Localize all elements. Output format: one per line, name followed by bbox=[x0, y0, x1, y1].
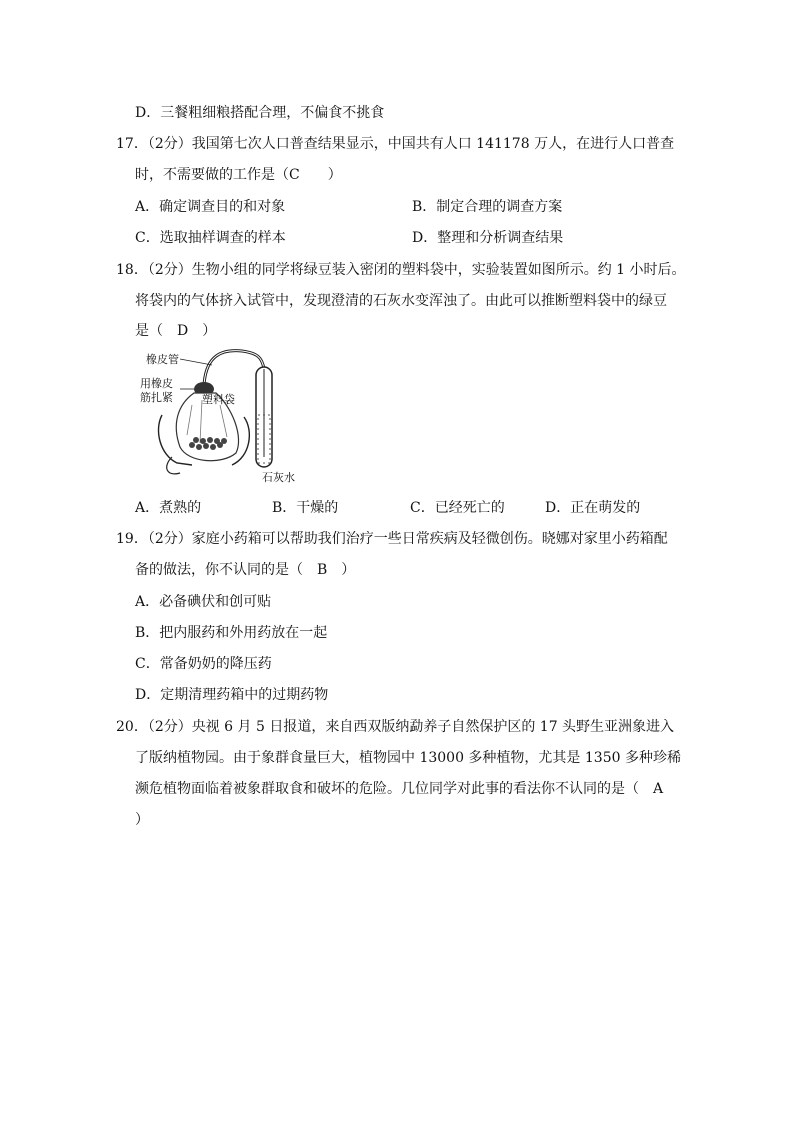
q17-option-d: D．整理和分析调查结果 bbox=[412, 230, 564, 246]
q17-stem-line2: 时，不需要做的工作是（C ） bbox=[135, 167, 342, 183]
q20-stem-line2: 了版纳植物园。由于象群食量巨大，植物园中 13000 多种植物，尤其是 1350 多种珍稀 bbox=[135, 750, 681, 766]
figure-label-band-line1: 用橡皮 bbox=[140, 377, 173, 390]
q20-stem-line3: 濒危植物面临着被象群取食和破坏的危险。几位同学对此事的看法你不认同的是（ A bbox=[135, 781, 664, 797]
q17-option-c: C．选取抽样调查的样本 bbox=[135, 230, 286, 246]
figure-label-rubber-tube: 橡皮管 bbox=[146, 353, 179, 366]
q18-option-b: B．干燥的 bbox=[272, 500, 339, 516]
q19-option-d: D．定期清理药箱中的过期药物 bbox=[135, 687, 329, 703]
q20-stem-line4: ） bbox=[135, 812, 149, 828]
q19-option-b: B．把内服药和外用药放在一起 bbox=[135, 625, 328, 641]
q16-option-d: D．三餐粗细粮搭配合理，不偏食不挑食 bbox=[135, 105, 385, 121]
q19-stem-line2: 备的做法，你不认同的是（ B ） bbox=[135, 562, 356, 578]
q18-option-d: D．正在萌发的 bbox=[545, 500, 641, 516]
q18-stem-line3: 是（ D ） bbox=[135, 323, 217, 339]
experiment-figure bbox=[132, 345, 295, 485]
q19-option-c: C．常备奶奶的降压药 bbox=[135, 656, 272, 672]
q18-option-a: A．煮熟的 bbox=[135, 500, 202, 516]
figure-label-band-line2: 筋扎紧 bbox=[140, 391, 173, 404]
q19-option-a: A．必备碘伏和创可贴 bbox=[135, 594, 272, 610]
figure-label-plastic-bag: 塑料袋 bbox=[202, 393, 235, 406]
q17-stem-line1: 17．（2分）我国第七次人口普查结果显示，中国共有人口 141178 万人，在进行人口普查 bbox=[116, 136, 675, 152]
q18-stem-line2: 将袋内的气体挤入试管中，发现澄清的石灰水变浑浊了。由此可以推断塑料袋中的绿豆 bbox=[135, 293, 667, 309]
q18-stem-line1: 18．（2分）生物小组的同学将绿豆装入密闭的塑料袋中，实验装置如图所示。约 1 小时后。 bbox=[116, 262, 686, 278]
figure-label-lime-water: 石灰水 bbox=[262, 471, 295, 484]
q20-stem-line1: 20．（2分）央视 6 月 5 日报道，来自西双版纳勐养子自然保护区的 17 头野生亚洲象进入 bbox=[116, 719, 675, 735]
q18-option-c: C．已经死亡的 bbox=[410, 500, 505, 516]
q19-stem-line1: 19．（2分）家庭小药箱可以帮助我们治疗一些日常疾病及轻微创伤。晓娜对家里小药箱配 bbox=[116, 531, 668, 547]
q17-option-b: B．制定合理的调查方案 bbox=[412, 199, 563, 215]
q17-option-a: A．确定调查目的和对象 bbox=[135, 199, 286, 215]
